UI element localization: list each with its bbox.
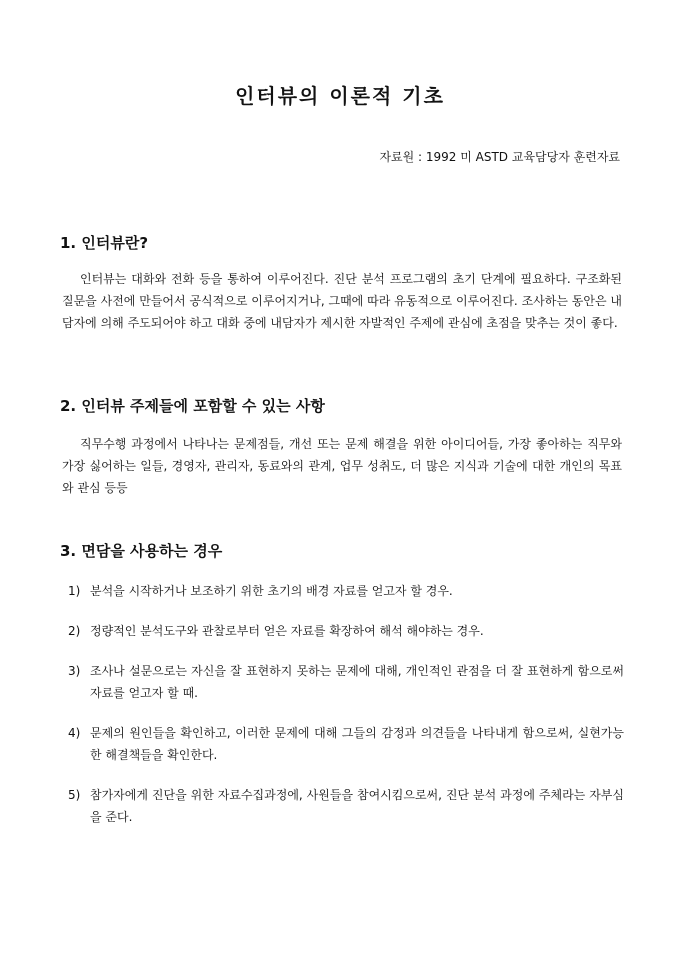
- list-item-text: 분석을 시작하거나 보조하기 위한 초기의 배경 자료를 얻고자 할 경우.: [90, 584, 453, 598]
- section-body-1: 인터뷰는 대화와 전화 등을 통하여 이루어진다. 진단 분석 프로그램의 초기 단계에 필요하다. 구조화된 질문을 사전에 만들어서 공식적으로 이루어지거나, 그때에 따라 유동적으로 이루어진다. 조사하는 동안은 내담자에 의해 주도되어야 하고 대화 중에 내담자가 제시한 자발적인 주제에 관심에 초점을 맞추는 것이 좋다.: [62, 272, 622, 330]
- list-item: [68, 722, 624, 766]
- list-item-number: 5): [68, 788, 81, 802]
- section-heading-1: 1. 인터뷰란?: [60, 234, 149, 252]
- section-heading-2: 2. 인터뷰 주제들에 포함할 수 있는 사항: [60, 397, 325, 415]
- list-item: [68, 580, 624, 602]
- list-item-number: 4): [68, 726, 81, 740]
- list-item-number: 2): [68, 624, 81, 638]
- section-body-2: 직무수행 과정에서 나타나는 문제점들, 개선 또는 문제 해결을 위한 아이디어들, 가장 좋아하는 직무와 가장 싫어하는 일들, 경영자, 관리자, 동료와의 관계, 업무 성취도, 더 많은 지식과 기술에 대한 개인의 목표와 관심 등등: [62, 437, 622, 495]
- list-item-text: 문제의 원인들을 확인하고, 이러한 문제에 대해 그들의 감정과 의견들을 나타내게 함으로써, 실현가능한 해결책들을 확인한다.: [90, 726, 624, 762]
- section-heading-3: 3. 면담을 사용하는 경우: [60, 542, 223, 560]
- list-item: [68, 660, 624, 704]
- document-title: 인터뷰의 이론적 기초: [235, 84, 445, 108]
- list-item: [68, 620, 624, 642]
- list-item-text: 참가자에게 진단을 위한 자료수집과정에, 사원들을 참여시킴으로써, 진단 분석 과정에 주체라는 자부심을 준다.: [90, 788, 624, 824]
- list-item-number: 3): [68, 664, 81, 678]
- source-note: 자료원 : 1992 미 ASTD 교육담당자 훈련자료: [379, 150, 620, 164]
- list-item-number: 1): [68, 584, 81, 598]
- usage-list: [68, 580, 624, 846]
- list-item-text: 정량적인 분석도구와 관찰로부터 얻은 자료를 확장하여 해석 해야하는 경우.: [90, 624, 484, 638]
- list-item-text: 조사나 설문으로는 자신을 잘 표현하지 못하는 문제에 대해, 개인적인 관점을 더 잘 표현하게 함으로써 자료를 얻고자 할 때.: [90, 664, 624, 700]
- list-item: [68, 784, 624, 828]
